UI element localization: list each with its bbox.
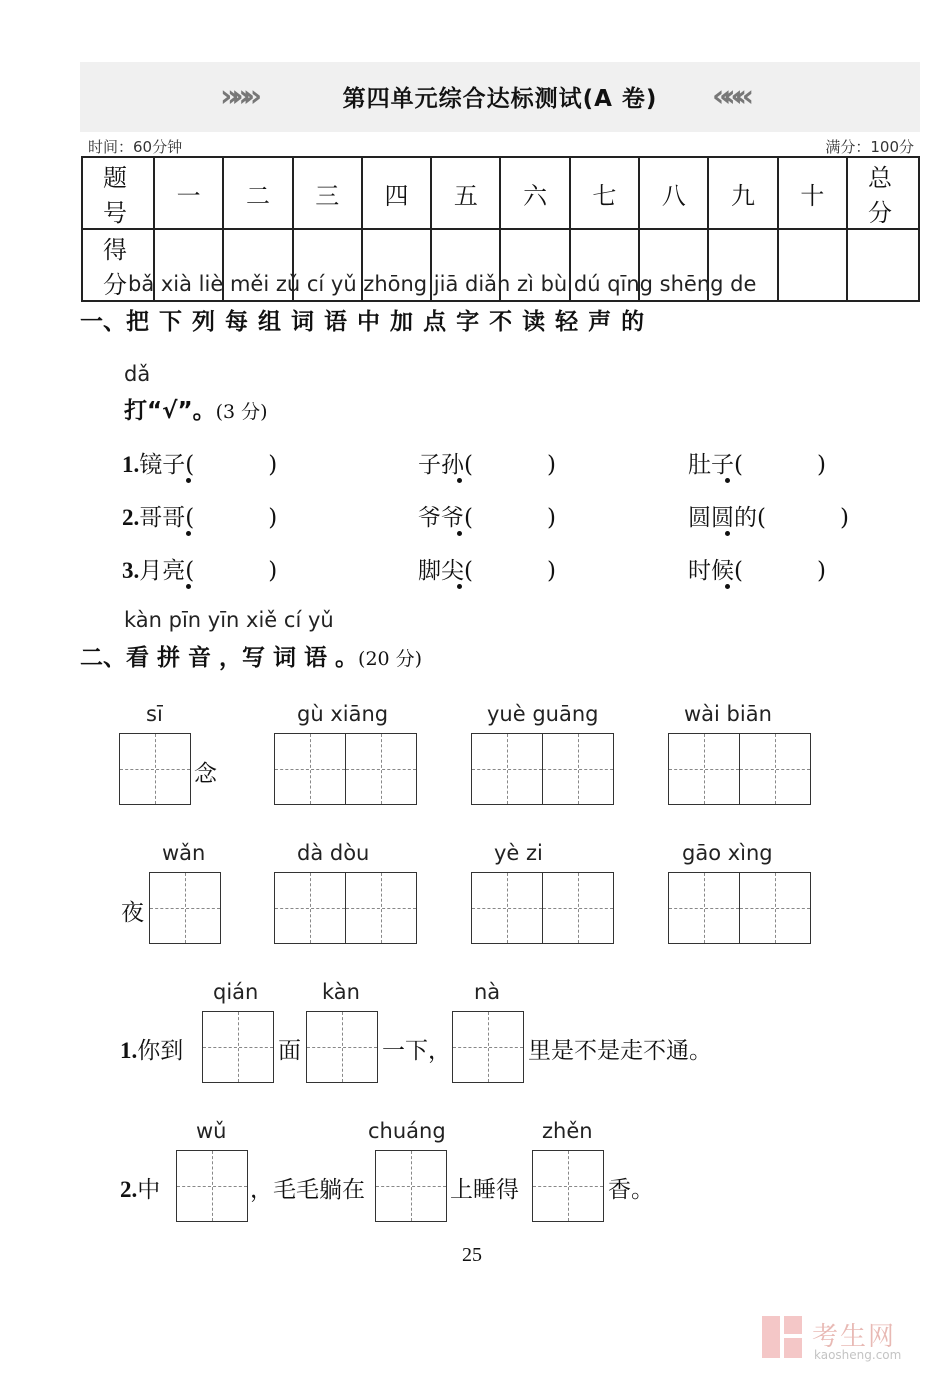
table-cell: 题 号	[82, 157, 154, 229]
table-cell: 二	[223, 157, 292, 229]
table-cell: 九	[708, 157, 777, 229]
writing-box[interactable]	[452, 1011, 524, 1083]
sentence-text: 面	[278, 1038, 301, 1064]
q1-row-2-b	[418, 499, 556, 532]
pinyin: wài biān	[684, 702, 772, 726]
sentence-text: 香。	[608, 1177, 654, 1203]
watermark-text: 考生网	[812, 1322, 897, 1352]
pinyin: nà	[474, 980, 501, 1004]
writing-box[interactable]	[306, 1011, 378, 1083]
page-title: 第四单元综合达标测试(A 卷)	[342, 86, 658, 112]
emphasis-dot	[186, 584, 191, 589]
word-item: 月亮(	[139, 558, 195, 584]
pinyin: dà dòu	[297, 841, 370, 865]
sentence-text: 你到	[137, 1038, 184, 1064]
q2-heading-text: 二、看 拼 音 ，写 词 语 。	[80, 645, 359, 671]
table-cell: 五	[431, 157, 500, 229]
emphasis-dot	[725, 478, 730, 483]
word-item-close: )	[268, 505, 278, 531]
pinyin: gù xiāng	[297, 702, 389, 726]
writing-box[interactable]	[542, 733, 614, 805]
sentence-text: 里是不是走不通。	[528, 1038, 712, 1064]
writing-box[interactable]	[345, 872, 417, 944]
given-char: 念	[194, 761, 217, 787]
sentence-number: 1.	[120, 1038, 138, 1063]
q1-row-3-c	[688, 552, 826, 585]
table-cell: 六	[500, 157, 569, 229]
given-char: 夜	[121, 900, 144, 926]
emphasis-dot	[457, 478, 462, 483]
time-limit: 时间：60分钟	[88, 138, 183, 156]
q1-row-3	[122, 552, 277, 585]
word-item: 子孙(	[418, 452, 473, 478]
emphasis-dot	[457, 584, 462, 589]
emphasis-dot	[457, 531, 462, 536]
watermark	[760, 1314, 930, 1364]
word-item-close: )	[546, 452, 556, 478]
emphasis-dot	[186, 478, 191, 483]
pinyin: kàn	[322, 980, 360, 1004]
writing-box[interactable]	[119, 733, 191, 805]
word-item: 镜子(	[139, 452, 195, 478]
q1-heading-text: 打“√”。	[124, 398, 216, 424]
q2-heading	[80, 639, 422, 672]
word-item: 脚尖(	[418, 558, 473, 584]
table-cell: 三	[293, 157, 362, 229]
word-item-close: )	[268, 558, 278, 584]
pinyin: yè zi	[494, 841, 543, 865]
full-score: 满分：100分	[825, 138, 914, 156]
q1-row-1-b	[418, 446, 556, 479]
word-item: 哥哥(	[139, 505, 195, 531]
score-input-cell[interactable]	[847, 229, 919, 301]
q1-row-1-c	[688, 446, 826, 479]
writing-box[interactable]	[739, 872, 811, 944]
table-cell: 七	[570, 157, 639, 229]
word-item: 肚子(	[688, 452, 743, 478]
pinyin: chuáng	[368, 1119, 446, 1143]
q1-row-2-c	[688, 499, 849, 532]
word-item-close: )	[839, 505, 849, 531]
watermark-logo-icon	[760, 1314, 804, 1360]
table-cell: 总 分	[847, 157, 919, 229]
page-number: 25	[462, 1244, 482, 1266]
writing-box[interactable]	[149, 872, 221, 944]
pinyin: yuè guāng	[487, 702, 599, 726]
score-table-header-row	[82, 157, 919, 229]
emphasis-dot	[725, 584, 730, 589]
table-cell: 得 分	[82, 229, 154, 301]
writing-box[interactable]	[176, 1150, 248, 1222]
word-item: 圆圆的(	[688, 505, 766, 531]
pinyin: sī	[146, 702, 163, 726]
writing-box[interactable]	[274, 733, 346, 805]
q1-heading-2	[124, 392, 268, 425]
writing-box[interactable]	[375, 1150, 447, 1222]
word-item-close: )	[268, 452, 278, 478]
sentence-text: 上睡得	[450, 1177, 519, 1203]
word-item-close: )	[546, 558, 556, 584]
pinyin: qián	[213, 980, 259, 1004]
q1-row-3-b	[418, 552, 556, 585]
writing-box[interactable]	[345, 733, 417, 805]
sentence-text: ，毛毛躺在	[250, 1177, 365, 1203]
word-item-close: )	[546, 505, 556, 531]
pinyin: wǔ	[196, 1119, 227, 1143]
writing-box[interactable]	[202, 1011, 274, 1083]
chevron-left-decoration-icon: «««	[712, 79, 747, 114]
table-cell: 一	[154, 157, 223, 229]
sentence-text: 中	[137, 1177, 161, 1203]
word-item-close: )	[816, 558, 826, 584]
writing-box[interactable]	[668, 872, 740, 944]
word-item: 时候(	[688, 558, 743, 584]
sentence-2-start	[120, 1171, 160, 1204]
table-cell: 十	[778, 157, 847, 229]
table-cell: 四	[362, 157, 431, 229]
emphasis-dot	[725, 531, 730, 536]
pinyin: wǎn	[162, 841, 206, 865]
q1-row-2	[122, 499, 277, 532]
q1-row-number: 1.	[122, 452, 140, 477]
emphasis-dot	[186, 531, 191, 536]
q2-points: (20 分)	[358, 648, 423, 670]
chevron-right-decoration-icon: »»»	[220, 79, 255, 114]
writing-box[interactable]	[532, 1150, 604, 1222]
word-item: 爷爷(	[418, 505, 473, 531]
sentence-number: 2.	[120, 1177, 138, 1202]
q1-row-number: 3.	[122, 558, 140, 583]
writing-box[interactable]	[739, 733, 811, 805]
writing-box[interactable]	[274, 872, 346, 944]
writing-box[interactable]	[668, 733, 740, 805]
writing-box[interactable]	[471, 733, 543, 805]
q1-pinyin: bǎ xià liè měi zǔ cí yǔ zhōng jiā diǎn zì bù dú qīng shēng de	[128, 272, 757, 296]
sentence-text: 一下，	[382, 1038, 451, 1064]
score-input-cell[interactable]	[778, 229, 847, 301]
pinyin: zhěn	[542, 1119, 593, 1143]
q1-heading: 一、把 下 列 每 组 词 语 中 加 点 字 不 读 轻 声 的	[80, 309, 645, 335]
word-item-close: )	[816, 452, 826, 478]
sentence-1-start	[120, 1032, 183, 1065]
q2-pinyin: kàn pīn yīn xiě cí yǔ	[124, 608, 334, 632]
q1-points: (3 分)	[215, 401, 268, 423]
q1-pinyin-2: dǎ	[124, 362, 151, 386]
q1-row-1	[122, 446, 277, 479]
writing-box[interactable]	[471, 872, 543, 944]
table-cell: 八	[639, 157, 708, 229]
title-band	[80, 62, 920, 132]
q1-row-number: 2.	[122, 505, 140, 530]
watermark-url: kaosheng.com	[814, 1348, 902, 1362]
pinyin: gāo xìng	[682, 841, 773, 865]
writing-box[interactable]	[542, 872, 614, 944]
